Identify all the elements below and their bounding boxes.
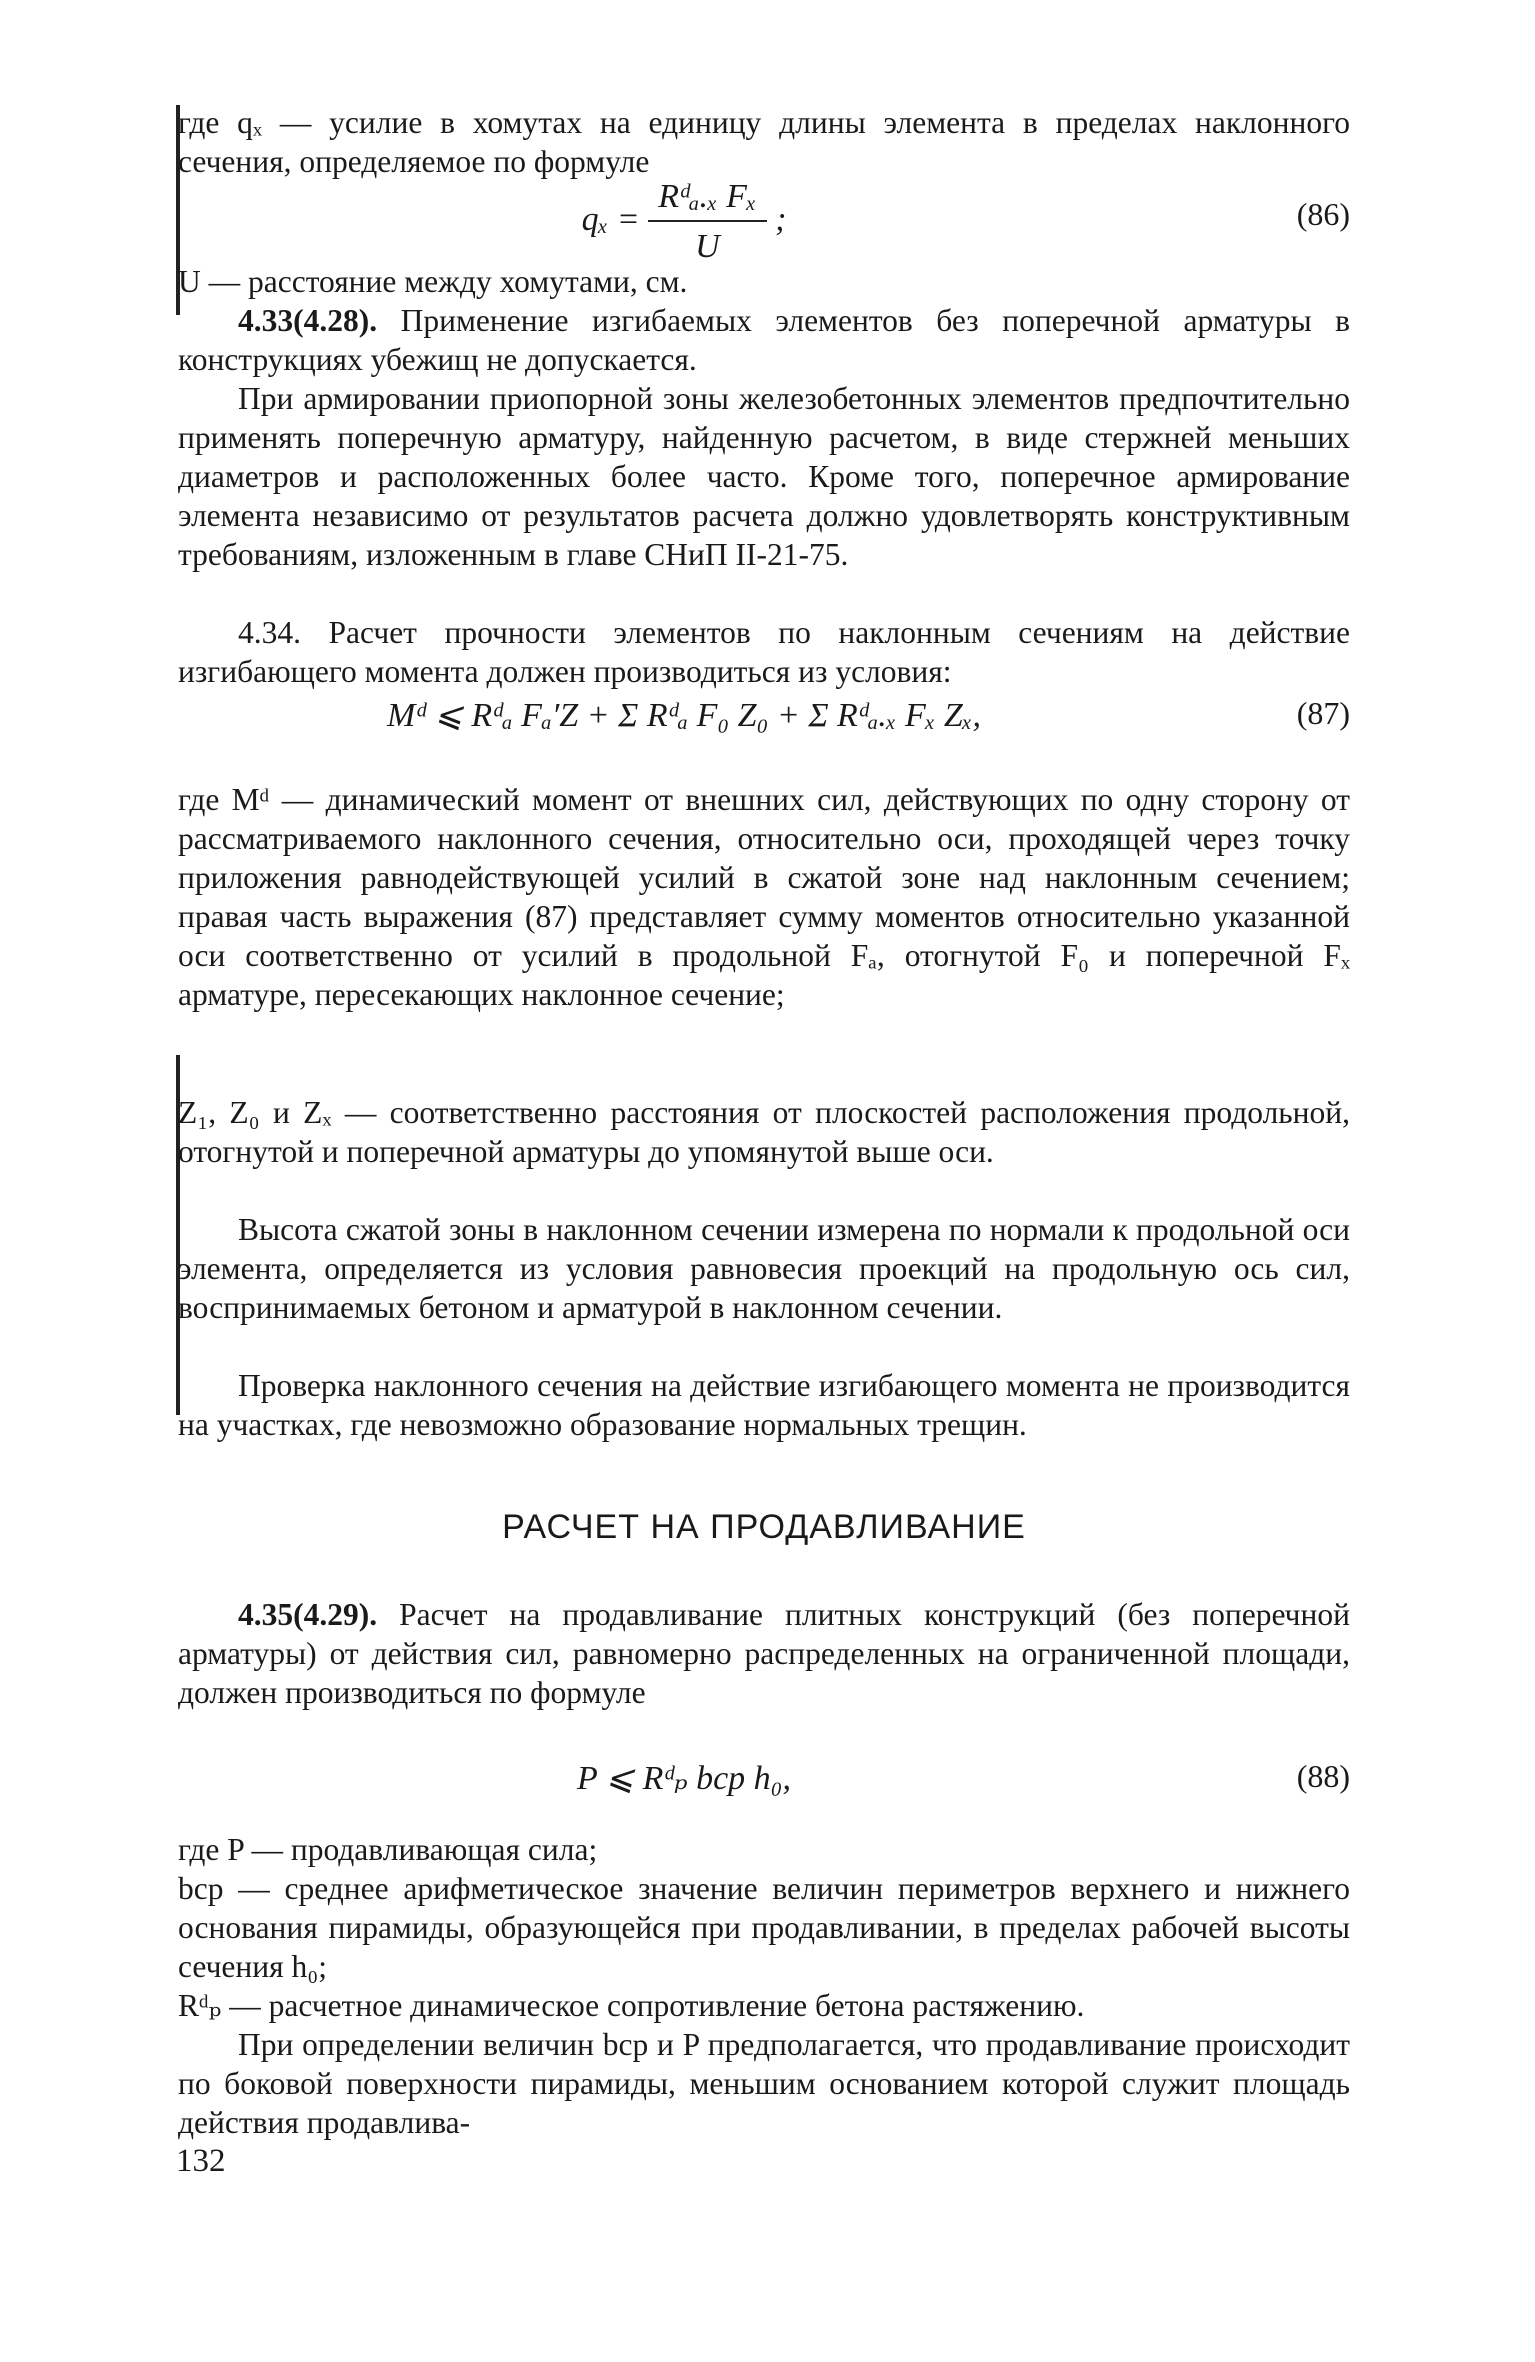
formula-86-label: (86) [1296, 196, 1350, 232]
formula-86-denominator: U [695, 228, 720, 265]
paragraph-md-definition: где Mᵈ — динамический момент от внешних сил, действующих по одну сторону от рассматриваемого наклонного сечения, относительно оси, проходящей через точку приложения равнодействующей усилий в сжатой зоне над наклонным сечением; правая часть выражения (87) представляет сумму моментов относительно указанной оси соответственно от усилий в продольной Fₐ, отогнутой F₀ и поперечной Fₓ арматуре, пересекающих наклонное сечение; [178, 782, 1350, 1012]
paragraph-4-33-text: Применение изгибаемых элементов без поперечной арматуры в конструкциях убежищ не допускается. [178, 303, 1351, 377]
paragraph-p-definition: где P — продавливающая сила; [178, 1832, 598, 1867]
paragraph-check: Проверка наклонного сечения на действие изгибающего момента не производится на участках, где невозможно образование нормальных трещин. [178, 1368, 1350, 1442]
paragraph-4-35-text: Расчет на продавливание плитных конструкций (без поперечной арматуры) от действия сил, равномерно распределенных на ограниченной площади, должен производиться по формуле [178, 1597, 1350, 1710]
formula-87-expression: Mᵈ ⩽ Rᵈₐ Fₐ′Z + Σ Rᵈₐ F₀ Z₀ + Σ Rᵈₐ.ₓ Fₓ Zₓ, [387, 697, 981, 734]
formula-86-fraction [648, 178, 766, 266]
paragraph-u-definition: U — расстояние между хомутами, см. [178, 264, 688, 299]
paragraph-4-34: 4.34. Расчет прочности элементов по наклонным сечениям на действие изгибающего момента должен производиться из условия: [178, 615, 1350, 689]
formula-88 [178, 1758, 1350, 1838]
paragraph-bcp-definition: bср — среднее арифметическое значение величин периметров верхнего и нижнего основания пирамиды, образующейся при продавливании, в пределах рабочей высоты сечения h₀; [178, 1871, 1350, 1984]
section-number-4-33: 4.33(4.28). [238, 303, 378, 338]
section-heading: РАСЧЕТ НА ПРОДАВЛИВАНИЕ [502, 1508, 1026, 1546]
paragraph-z-definition: Z₁, Z₀ и Zₓ — соответственно расстояния от плоскостей расположения продольной, отогнутой и поперечной арматуры до упомянутой выше оси. [178, 1095, 1350, 1169]
paragraph-rp-definition: Rᵈₚ — расчетное динамическое сопротивление бетона растяжению. [178, 1988, 1085, 2023]
formula-86-tail: ; [775, 200, 787, 238]
formula-86-lhs: qₓ = [581, 200, 640, 238]
paragraph-reinforcement: При армировании приопорной зоны железобетонных элементов предпочтительно применять поперечную арматуру, найденную расчетом, в виде стержней меньших диаметров и расположенных более часто. Кроме того, поперечное армирование элемента независимо от результатов расчета должно удовлетворять конструктивным требованиям, изложенным в главе СНиП II-21-75. [178, 381, 1350, 572]
formula-87 [178, 695, 1350, 775]
paragraph-last: При определении величин bср и P предполагается, что продавливание происходит по боковой поверхности пирамиды, меньшим основанием которой служит площадь действия продавлива- [178, 2027, 1350, 2140]
section-number-4-35: 4.35(4.29). [238, 1597, 378, 1632]
formula-88-expression: P ⩽ Rᵈₚ bср h₀, [577, 1760, 791, 1797]
formula-88-label: (88) [1296, 1758, 1350, 1794]
paragraph-4-33 [178, 301, 1350, 379]
formula-86-numerator: Rᵈₐ.ₓ Fₓ [648, 178, 766, 222]
formula-86-expression [178, 178, 1190, 266]
paragraph-compressed-zone: Высота сжатой зоны в наклонном сечении измерена по нормали к продольной оси элемента, определяется из условия равновесия проекций на продольную ось сил, воспринимаемых бетоном и арматурой в наклонном сечении. [178, 1212, 1350, 1325]
formula-86 [178, 178, 1350, 265]
formula-87-label: (87) [1296, 695, 1350, 731]
paragraph-qx-definition: где qₓ — усилие в хомутах на единицу длины элемента в пределах наклонного сечения, определяемое по формуле [178, 105, 1350, 179]
page-number: 132 [176, 2143, 226, 2179]
paragraph-4-35 [178, 1595, 1350, 1712]
